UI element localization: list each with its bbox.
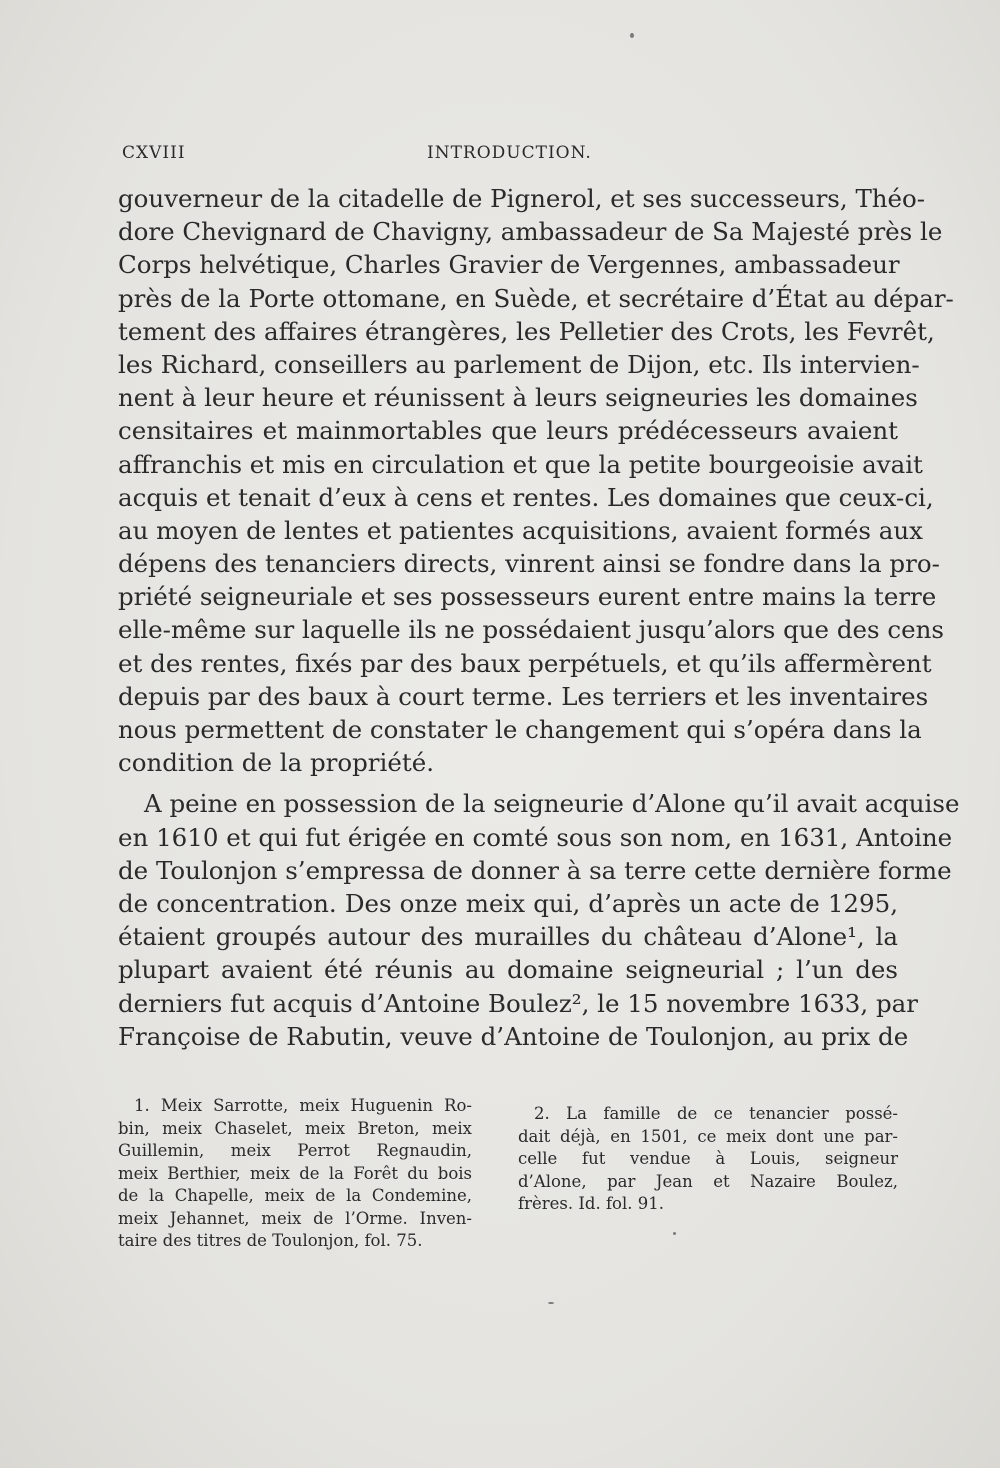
footnote-line: d’Alone, par Jean et Nazaire Boulez,	[518, 1171, 898, 1191]
text-line: tement des affaires étrangères, les Pelletier des Crots, les Fevrêt,	[118, 316, 935, 346]
text-line: depuis par des baux à court terme. Les terriers et les inventaires	[118, 681, 929, 711]
page-header	[122, 143, 882, 167]
text-line: au moyen de lentes et patientes acquisitions, avaient formés aux	[118, 515, 923, 545]
text-line: dore Chevignard de Chavigny, ambassadeur de Sa Majesté près le	[118, 217, 943, 247]
text-line: derniers fut acquis d’Antoine Boulez², le 15 novembre 1633, par	[118, 988, 918, 1018]
footnote-2	[518, 1103, 898, 1216]
body-text	[118, 182, 960, 1053]
footnote-line: 1. Meix Sarrotte, meix Huguenin Ro-	[134, 1096, 472, 1115]
footnote-line: taire des titres de Toulonjon, fol. 75.	[118, 1231, 423, 1250]
text-line: condition de la propriété.	[118, 748, 434, 778]
text-line: plupart avaient été réunis au domaine seigneurial ; l’un des	[118, 955, 898, 985]
text-line: de concentration. Des onze meix qui, d’après un acte de 1295,	[118, 888, 898, 918]
footnote-line: meix Berthier, meix de la Forêt du bois	[118, 1163, 472, 1183]
footnote-line: meix Jehannet, meix de l’Orme. Inven-	[118, 1208, 472, 1228]
text-line: dépens des tenanciers directs, vinrent ainsi se fondre dans la pro-	[118, 549, 940, 579]
footnote-line: Guillemin, meix Perrot Regnaudin,	[118, 1141, 472, 1160]
footnote-line: dait déjà, en 1501, ce meix dont une par-	[518, 1126, 898, 1146]
text-line: priété seigneuriale et ses possesseurs eurent entre mains la terre	[118, 582, 937, 612]
text-line: près de la Porte ottomane, en Suède, et secrétaire d’État au dépar-	[118, 283, 954, 313]
text-line: étaient groupés autour des murailles du château d’Alone¹, la	[118, 922, 898, 952]
text-line: elle-même sur laquelle ils ne possédaient jusqu’alors que des cens	[118, 615, 944, 645]
text-line: gouverneur de la citadelle de Pignerol, et ses successeurs, Théo-	[118, 184, 926, 213]
footnote-line: de la Chapelle, meix de la Condemine,	[118, 1186, 472, 1205]
footnote-line: frères. Id. fol. 91.	[518, 1194, 664, 1213]
footnote-line: 2. La famille de ce tenancier possé-	[534, 1104, 898, 1123]
text-line: en 1610 et qui fut érigée en comté sous son nom, en 1631, Antoine	[118, 822, 953, 852]
text-line: Corps helvétique, Charles Gravier de Vergennes, ambassadeur	[118, 250, 900, 280]
ink-speck	[548, 1302, 554, 1304]
footnote-line: celle fut vendue à Louis, seigneur	[518, 1149, 898, 1168]
ink-speck	[673, 1232, 676, 1235]
text-line: et des rentes, fixés par des baux perpétuels, et qu’ils affermèrent	[118, 648, 932, 678]
text-line: acquis et tenait d’eux à cens et rentes. Les domaines que ceux-ci,	[118, 482, 934, 512]
text-line: affranchis et mis en circulation et que la petite bourgeoisie avait	[118, 449, 923, 479]
folio-number: CXVIII	[122, 143, 186, 163]
running-title: INTRODUCTION.	[427, 143, 592, 163]
text-line: nous permettent de constater le changement qui s’opéra dans la	[118, 715, 922, 744]
footnote-1	[118, 1095, 472, 1253]
text-line: censitaires et mainmortables que leurs prédécesseurs avaient	[118, 416, 898, 446]
text-line: les Richard, conseillers au parlement de Dijon, etc. Ils intervien-	[118, 349, 920, 379]
ink-speck	[630, 33, 634, 38]
text-line: nent à leur heure et réunissent à leurs seigneuries les domaines	[118, 383, 918, 413]
text-line: de Toulonjon s’empressa de donner à sa terre cette dernière forme	[118, 855, 952, 885]
text-line: Françoise de Rabutin, veuve d’Antoine de Toulonjon, au prix de	[118, 1021, 909, 1051]
footnote-line: bin, meix Chaselet, meix Breton, meix	[118, 1118, 472, 1138]
text-line: A peine en possession de la seigneurie d’Alone qu’il avait acquise	[144, 789, 960, 819]
paragraph-gap	[118, 779, 898, 787]
